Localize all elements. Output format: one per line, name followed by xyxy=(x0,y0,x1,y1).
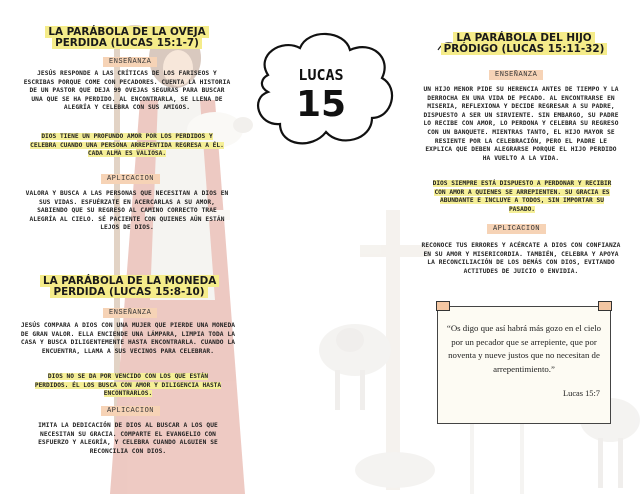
badge-number: 15 xyxy=(295,84,347,125)
application-text: IMITA LA DEDICACIÓN DE DIOS AL BUSCAR A LOS QUE NECESITAN SU GRACIA. COMPARTE EL EVANGELIO CON ESFUERZO Y ALEGRÍA, Y CELEBRA CUANDO ALGUIEN SE RECONCILIA CON DIOS. xyxy=(38,422,218,455)
highlight-text: DIOS SIEMPRE ESTÁ DISPUESTO A PERDONAR Y RECIBIR CON AMOR A QUIENES SE ARREPIENTEN. SU GRACIA ES ABUNDANTE E INCLUYE A TODOS, SIN IMPORTAR SU PASADO. xyxy=(432,180,612,213)
teaching-label: ENSEÑANZA xyxy=(489,70,543,80)
teaching-label: ENSEÑANZA xyxy=(103,308,157,318)
teaching-text: JESÚS COMPARA A DIOS CON UNA MUJER QUE PIERDE UNA MONEDA DE GRAN VALOR. ELLA ENCIENDE UNA LÁMPARA, LIMPIA TODA LA CASA Y BUSCA DILIGENTEMENTE HASTA ENCONTRARLA. CUANDO LA ENCUENTRA, LLAMA A SUS VECINOS PARA CELEBRAR. xyxy=(20,322,236,355)
badge-title: LUCAS xyxy=(298,66,344,84)
teaching-label: ENSEÑANZA xyxy=(103,57,157,67)
quote-reference: Lucas 15:7 xyxy=(563,389,600,398)
application-label: APLICACION xyxy=(487,224,546,234)
tape-clip-icon xyxy=(436,301,450,311)
application-label: APLICACION xyxy=(101,174,160,184)
application-label: APLICACION xyxy=(101,406,160,416)
section-title: LA PARÁBOLA DEL HIJO PRÓDIGO (LUCAS 15:11-32) xyxy=(440,33,608,55)
teaching-text: JESÚS RESPONDE A LAS CRÍTICAS DE LOS FARISEOS Y ESCRIBAS PORQUE COME CON PECADORES. CUENTA LA HISTORIA DE UN PASTOR QUE DEJA 99 OVEJAS SEGURAS PARA BUSCAR UNA QUE SE HA PERDIDO. AL ENCONTRARLA, SE LLENA DE ALEGRÍA Y CELEBRA CON SUS AMIGOS. xyxy=(23,70,231,112)
highlight-text: DIOS NO SE DA POR VENCIDO CON LOS QUE ESTÁN PERDIDOS. ÉL LOS BUSCA CON AMOR Y DILIGENCIA HASTA ENCONTRARLOS. xyxy=(34,373,222,398)
teaching-text: UN HIJO MENOR PIDE SU HERENCIA ANTES DE TIEMPO Y LA DERROCHA EN UNA VIDA DE PECADO. AL ENCONTRARSE EN MISERIA, REFLEXIONA Y DECIDE REGRESAR A SU PADRE, DISPUESTO A SER UN SIRVIENTE. SIN EMBARGO, SU PADRE LO RECIBE CON AMOR, LO PERDONA Y CELEBRA SU REGRESO CON UN BANQUETE. MIENTRAS TANTO, EL HIJO MAYOR SE RESIENTE POR LA CELEBRACIÓN, PERO EL PADRE LE EXPLICA QUE DEBEN ALEGRARSE PORQUE EL HIJO PERDIDO HA VUELTO A LA VIDA. xyxy=(423,86,619,162)
section-title: LA PARÁBOLA DE LA OVEJA PERDIDA (LUCAS 15:1-7) xyxy=(22,27,232,49)
quote-text: “Os digo que así habrá más gozo en el cielo por un pecador que se arrepiente, que por noventa y nueve justos que no necesitan de arrepentimiento.” xyxy=(446,323,602,374)
section-title: LA PARÁBOLA DE LA MONEDA PERDIDA (LUCAS 15:8-10) xyxy=(40,276,218,298)
highlight-text: DIOS TIENE UN PROFUNDO AMOR POR LOS PERDIDOS Y CELEBRA CUANDO UNA PERSONA ARREPENTIDA REGRESA A ÉL. CADA ALMA ES VALIOSA. xyxy=(30,133,224,158)
application-text: RECONOCE TUS ERRORES Y ACÉRCATE A DIOS CON CONFIANZA EN SU AMOR Y MISERICORDIA. TAMBIÉN, CELEBRA Y APOYA LA RECONCILIACIÓN DE LOS DEMÁS CON DIOS, EVITANDO ACTITUDES DE JUICIO O ENVIDIA. xyxy=(421,242,621,275)
tape-clip-icon xyxy=(598,301,612,311)
application-text: VALORA Y BUSCA A LAS PERSONAS QUE NECESITAN A DIOS EN SUS VIDAS. ESFUÉRZATE EN ACERCARLAS A SU AMOR, SABIENDO QUE SU REGRESO AL CAMINO CORRECTO TRAE ALEGRÍA AL CIELO. SÉ PACIENTE CON QUIENES AÚN ESTÁN LEJOS DE DIOS. xyxy=(25,190,229,232)
